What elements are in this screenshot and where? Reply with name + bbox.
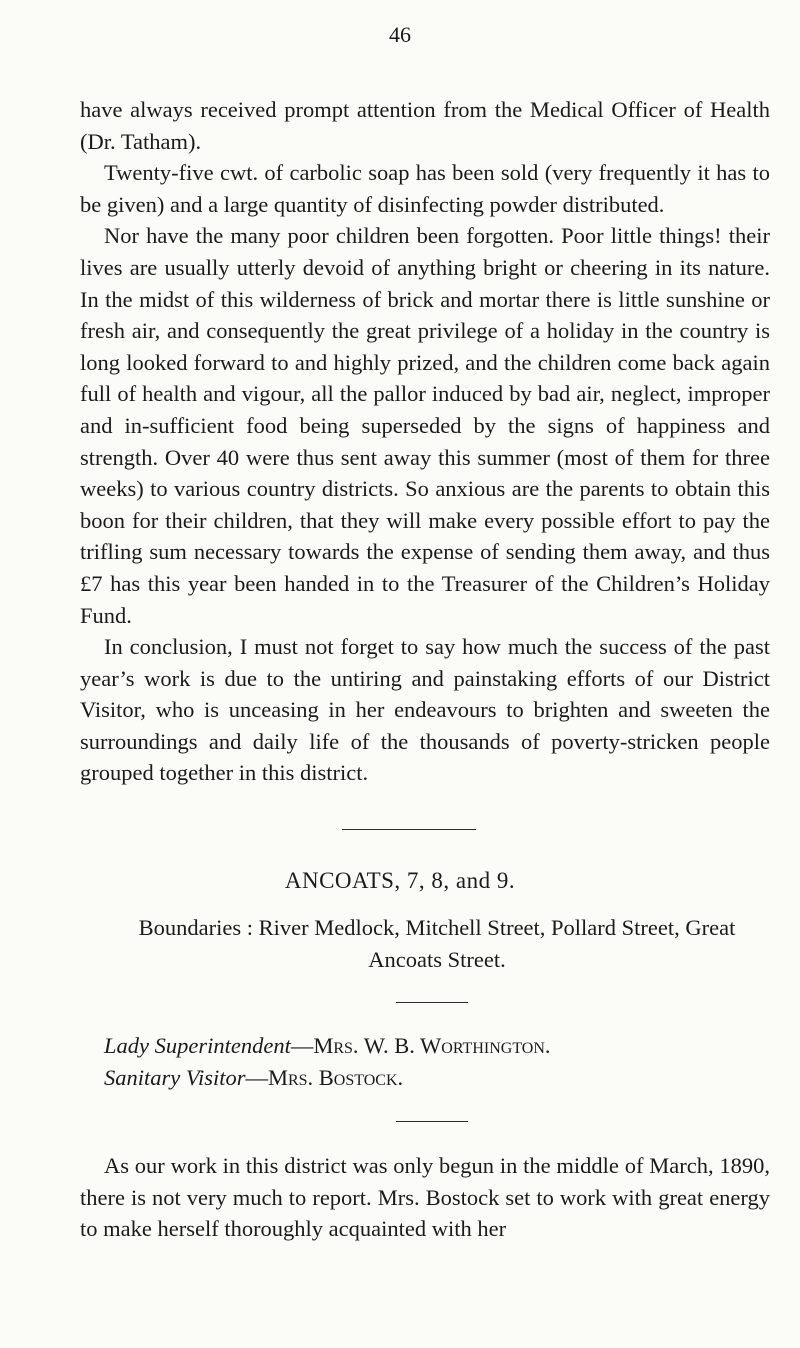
paragraph-continuation: have always received prompt attention from the Medical Officer of Health (Dr. Tatham). [80,97,770,154]
district-boundaries: Boundaries : River Medlock, Mitchell Street, Pollard Street, Great Ancoats Street. [138,915,736,972]
superintendent-line [104,1030,770,1062]
closing-section [80,1150,770,1245]
paragraph-conclusion: In conclusion, I must not forget to say how much the success of the past year’s work is due to the untiring and painstaking efforts of our District Visitor, who is unceasing in her endeavours to brighten and sweeten the surroundings and daily life of the thousands of poverty-stricken people grouped together in this district. [80,634,770,786]
paragraph-children-holiday: Nor have the many poor children been forgotten. Poor little things! their lives are usually utterly devoid of anything bright or cheering in its nature. In the midst of this wilderness of brick and mortar there is little sunshine or fresh air, and consequently the great privilege of a holiday in the country is long looked forward to and highly prized, and the children come back again full of health and vigour, all the pallor induced by bad air, neglect, improper and in-sufficient food being superseded by the signs of happiness and strength. Over 40 were thus sent away this summer (most of them for three weeks) to various country districts. So anxious are the parents to obtain this boon for their children, that they will make every possible effort to pay the trifling sum necessary towards the expense of sending them away, and thus £7 has this year been handed in to the Treasurer of the Children’s Holiday Fund. [80,223,770,628]
superintendent-name: —Mrs. W. B. Worthington. [290,1033,551,1058]
visitor-name: —Mrs. Bostock. [245,1064,404,1090]
page-number: 46 [389,22,411,47]
district-heading: ANCOATS, 7, 8, and 9. [284,868,516,893]
report-body [80,94,770,789]
visitor-role: Sanitary Visitor [104,1064,246,1090]
section-divider [342,829,476,830]
paragraph-ancoats-report: As our work in this district was only begun in the middle of March, 1890, there is not very much to report. Mrs. Bostock set to work with great energy to make herself thoroughly acquainted with her [80,1153,770,1242]
visitor-line [104,1062,770,1094]
short-divider-bottom [396,1121,468,1122]
short-divider-top [396,1002,468,1003]
district-staff [104,1030,770,1093]
superintendent-role: Lady Superintendent [104,1033,291,1058]
paragraph-carbolic-soap: Twenty-five cwt. of carbolic soap has been sold (very frequently it has to be given) and a large quantity of disinfecting powder distributed. [80,160,770,217]
